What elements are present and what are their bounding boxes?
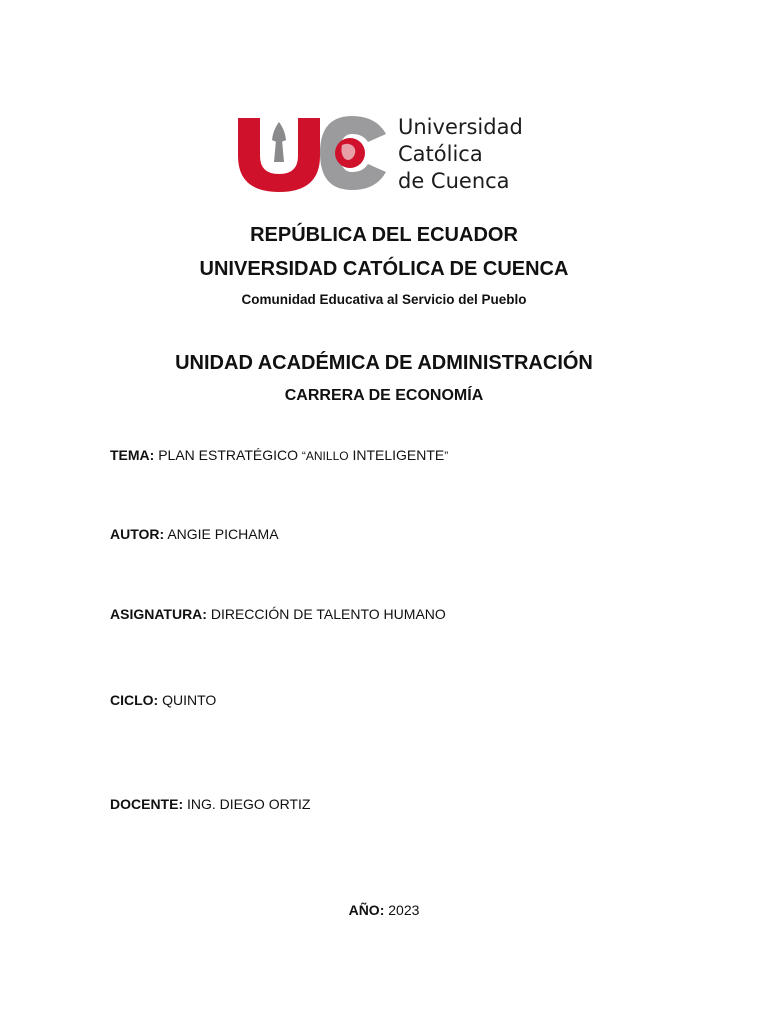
academic-unit-heading: UNIDAD ACADÉMICA DE ADMINISTRACIÓN <box>175 352 593 374</box>
autor-value: ANGIE PICHAMA <box>167 526 279 542</box>
logo-line-1: Universidad <box>398 115 523 139</box>
tema-label: TEMA: <box>110 447 155 463</box>
docente-label: DOCENTE: <box>110 796 184 812</box>
tema-quote-open: “ANILLO <box>301 449 349 463</box>
tema-quote-close: ” <box>444 449 449 463</box>
asignatura-field <box>110 606 446 622</box>
anio-field <box>0 902 768 918</box>
tema-value-pre: PLAN ESTRATÉGICO <box>158 447 298 463</box>
ciclo-field <box>110 692 216 708</box>
autor-label: AUTOR: <box>110 526 165 542</box>
autor-field <box>110 526 279 542</box>
tema-value-post: INTELIGENTE <box>352 447 445 463</box>
motto-text: Comunidad Educativa al Servicio del Pueblo <box>241 292 527 307</box>
country-heading: REPÚBLICA DEL ECUADOR <box>250 224 518 246</box>
ciclo-value: QUINTO <box>162 692 217 708</box>
asignatura-label: ASIGNATURA: <box>110 606 207 622</box>
uc-emblem-icon <box>236 112 396 194</box>
anio-value: 2023 <box>388 902 420 918</box>
career-heading: CARRERA DE ECONOMÍA <box>284 387 484 404</box>
tema-field <box>110 447 448 463</box>
docente-value: ING. DIEGO ORTIZ <box>187 796 311 812</box>
university-heading: UNIVERSIDAD CATÓLICA DE CUENCA <box>199 258 569 280</box>
asignatura-value: DIRECCIÓN DE TALENTO HUMANO <box>210 606 446 622</box>
logo-line-2: Católica <box>398 142 483 166</box>
logo-wordmark <box>398 114 523 195</box>
logo-line-3: de Cuenca <box>398 169 510 193</box>
anio-label: AÑO: <box>348 902 385 918</box>
university-logo <box>236 112 536 194</box>
ciclo-label: CICLO: <box>110 692 159 708</box>
docente-field <box>110 796 310 812</box>
